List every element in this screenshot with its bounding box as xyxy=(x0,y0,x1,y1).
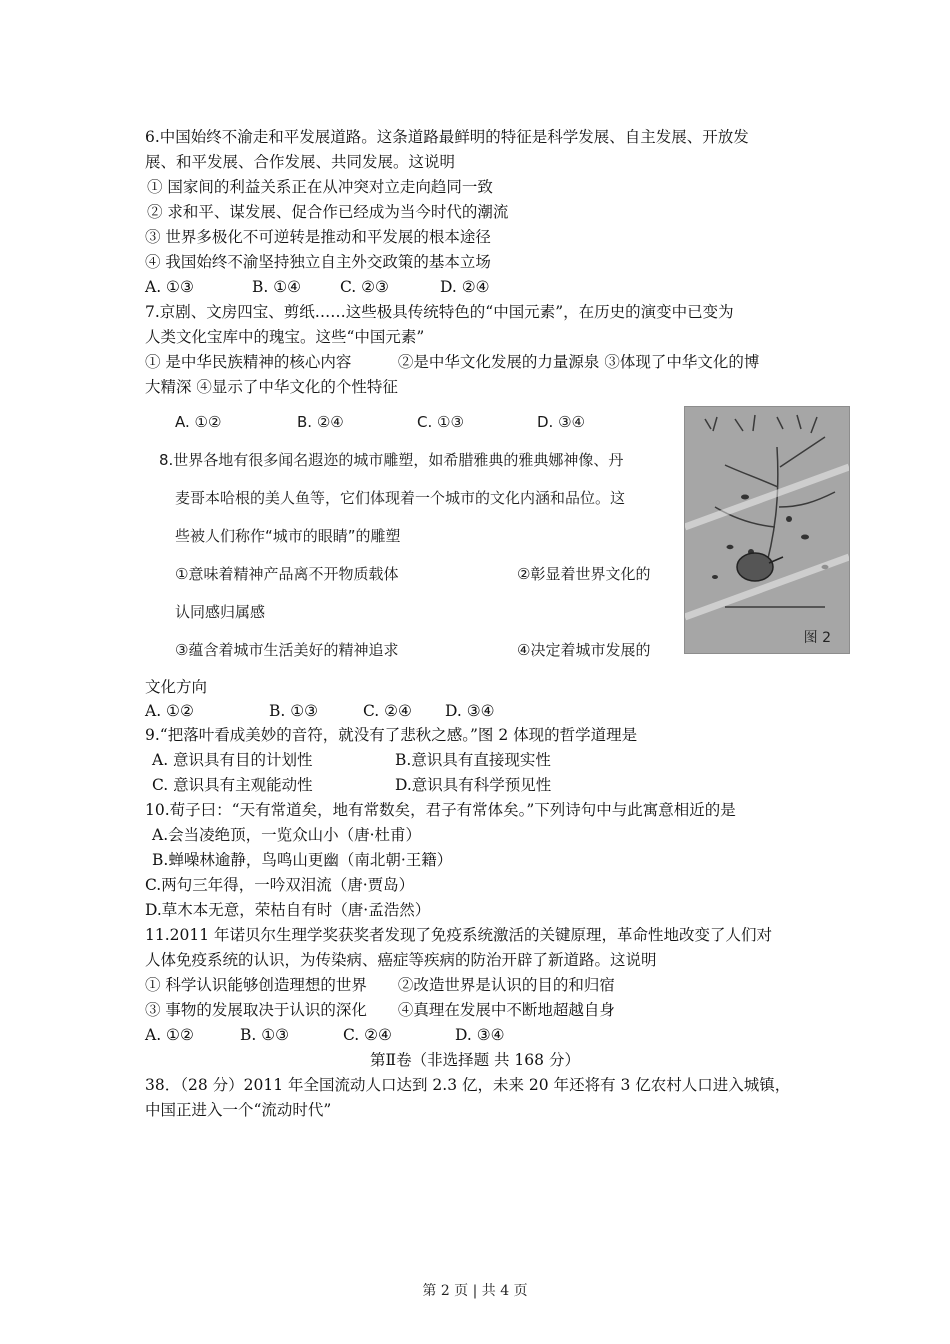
q6-options xyxy=(145,277,490,297)
q7-option-a: A. ①② xyxy=(175,413,222,431)
q11-stem-line1: 11.2011 年诺贝尔生理学奖获奖者发现了免疫系统激活的关键原理，革命性地改变了人们对 xyxy=(145,926,773,944)
q9-option-b: B.意识具有直接现实性 xyxy=(395,751,551,769)
q8-stem-line1: 8.世界各地有很多闻名遐迩的城市雕塑，如希腊雅典的雅典娜神像、丹 xyxy=(159,451,624,469)
q7-option-d: D. ③④ xyxy=(537,413,585,431)
q6-option-b: B. ①④ xyxy=(252,278,302,296)
q8-option-d: D. ③④ xyxy=(445,702,495,720)
q8-item3: ③蕴含着城市生活美好的精神追求 xyxy=(175,641,399,659)
figure-2-label: 图 2 xyxy=(803,630,831,646)
q7-options xyxy=(175,412,585,432)
q6-item3: ③ 世界多极化不可逆转是推动和平发展的根本途径 xyxy=(145,228,491,246)
q9-option-d: D.意识具有科学预见性 xyxy=(395,776,552,794)
q6-option-d: D. ②④ xyxy=(440,278,490,296)
q8-item2-part1: ②彰显着世界文化的 xyxy=(517,565,651,583)
q10-option-a: A.会当凌绝顶，一览众山小（唐·杜甫） xyxy=(152,826,422,844)
q6-option-c: C. ②③ xyxy=(340,278,389,296)
q9-option-c: C. 意识具有主观能动性 xyxy=(152,776,313,794)
q9-option-a: A. 意识具有目的计划性 xyxy=(152,751,313,769)
q38-line2: 中国正进入一个“流动时代” xyxy=(145,1101,332,1119)
q11-option-c: C. ②④ xyxy=(343,1026,392,1044)
q11-option-a: A. ①② xyxy=(145,1026,194,1044)
q7-items-line2: 大精深 ④显示了中华文化的个性特征 xyxy=(145,378,398,396)
q8-item2-part2: 认同感归属感 xyxy=(175,603,266,621)
q8-stem-line2: 麦哥本哈根的美人鱼等，它们体现着一个城市的文化内涵和品位。这 xyxy=(175,489,626,507)
q11-options xyxy=(145,1025,505,1045)
q38-line1: 38．（28 分）2011 年全国流动人口达到 2.3 亿，未来 20 年还将有 3 亿农村人口进入城镇， xyxy=(145,1076,791,1094)
q6-item4: ④ 我国始终不渝坚持独立自主外交政策的基本立场 xyxy=(145,253,491,271)
q8-option-b: B. ①③ xyxy=(269,702,319,720)
q8-stem-line3: 些被人们称作“城市的眼睛”的雕塑 xyxy=(175,527,401,545)
q7-option-b: B. ②④ xyxy=(297,413,344,431)
q8-option-c: C. ②④ xyxy=(363,702,412,720)
q8-option-a: A. ①② xyxy=(145,702,194,720)
scanned-question-block xyxy=(145,402,685,670)
q6-stem-line1: 6.中国始终不渝走和平发展道路。这条道路最鲜明的特征是科学发展、自主发展、开放发 xyxy=(145,128,749,146)
q10-option-d: D.草木本无意，荣枯自有时（唐·孟浩然） xyxy=(145,901,431,919)
q8-item1: ①意味着精神产品离不开物质载体 xyxy=(175,565,399,583)
falling-leaves-music-illustration xyxy=(685,407,849,653)
q9-stem: 9.“把落叶看成美妙的音符，就没有了悲秋之感。”图 2 体现的哲学道理是 xyxy=(145,726,638,744)
q8-options xyxy=(145,701,495,721)
q7-stem-line1: 7.京剧、文房四宝、剪纸……这些极具传统特色的“中国元素”，在历史的演变中已变为 xyxy=(145,303,734,321)
q7-option-c: C. ①③ xyxy=(417,413,464,431)
q6-item1: ① 国家间的利益关系正在从冲突对立走向趋同一致 xyxy=(147,178,493,196)
q11-stem-line2: 人体免疫系统的认识，为传染病、癌症等疾病的防治开辟了新道路。这说明 xyxy=(145,951,657,969)
q7-stem-line2: 人类文化宝库中的瑰宝。这些“中国元素” xyxy=(145,328,425,346)
page-footer: 第 2 页 | 共 4 页 xyxy=(422,1283,528,1299)
section-2-title: 第Ⅱ卷（非选择题 共 168 分） xyxy=(370,1051,580,1069)
q8-item4-part1: ④决定着城市发展的 xyxy=(517,641,651,659)
figure-2-illustration xyxy=(684,406,850,654)
q10-option-c: C.两句三年得，一吟双泪流（唐·贾岛） xyxy=(145,876,415,894)
q7-items-line1: ① 是中华民族精神的核心内容 ②是中华文化发展的力量源泉 ③体现了中华文化的博 xyxy=(145,353,760,371)
q10-option-b: B.蝉噪林逾静，鸟鸣山更幽（南北朝·王籍） xyxy=(152,851,453,869)
q11-items-line2: ③ 事物的发展取决于认识的深化 ④真理在发展中不断地超越自身 xyxy=(145,1001,615,1019)
q6-option-a: A. ①③ xyxy=(145,278,194,296)
q6-item2: ② 求和平、谋发展、促合作已经成为当今时代的潮流 xyxy=(147,203,509,221)
q11-items-line1: ① 科学认识能够创造理想的世界 ②改造世界是认识的目的和归宿 xyxy=(145,976,615,994)
q8-item4-part2: 文化方向 xyxy=(145,678,208,696)
q11-option-d: D. ③④ xyxy=(455,1026,505,1044)
q11-option-b: B. ①③ xyxy=(240,1026,290,1044)
q6-stem-line2: 展、和平发展、合作发展、共同发展。这说明 xyxy=(145,153,456,171)
q10-stem: 10.荀子曰：“天有常道矣，地有常数矣，君子有常体矣。”下列诗句中与此寓意相近的是 xyxy=(145,801,736,819)
